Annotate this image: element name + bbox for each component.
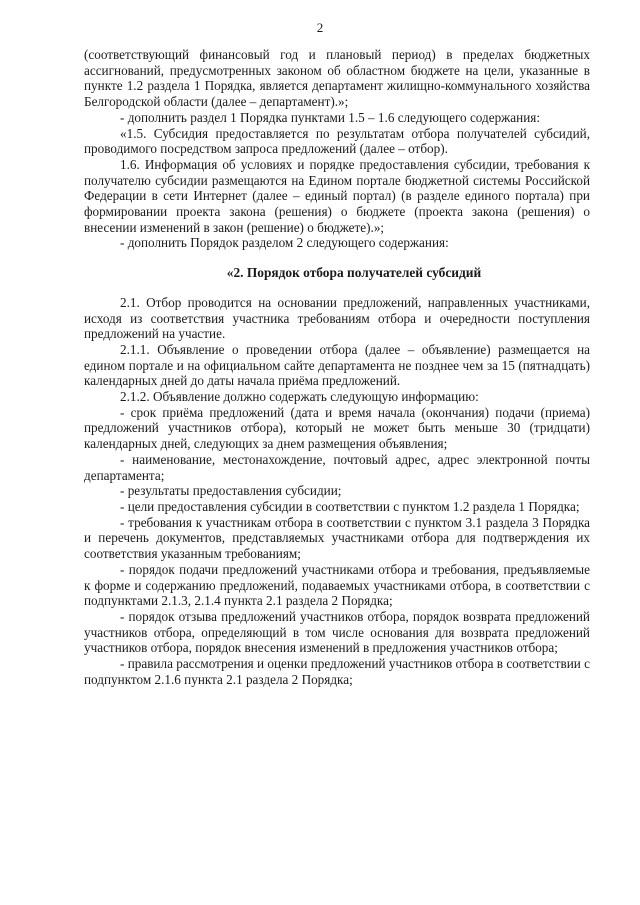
list-item-subsidy-goals: - цели предоставления субсидии в соответствии с пунктом 1.2 раздела 1 Порядка; <box>120 498 580 514</box>
paragraph-item-2-1-1: 2.1.1. Объявление о проведении отбора (далее – объявление) размещается на едином портале и на официальном сайте департамента не позднее чем за 15 (пятнадцать) календарных дней до даты начала приёма предложений. <box>84 341 590 389</box>
list-item-subsidy-results: - результаты предоставления субсидии; <box>120 483 342 499</box>
paragraph-add-section-2: - дополнить Порядок разделом 2 следующего содержания: <box>120 235 449 251</box>
paragraph-amend-section-1: - дополнить раздел 1 Порядка пунктами 1.5 – 1.6 следующего содержания: <box>120 109 540 125</box>
paragraph-item-2-1-2: 2.1.2. Объявление должно содержать следующую информацию: <box>120 389 479 405</box>
section-2-heading: «2. Порядок отбора получателей субсидий <box>226 265 482 281</box>
spacer <box>84 251 590 265</box>
paragraph-item-1-5: «1.5. Субсидия предоставляется по результатам отбора получателей субсидий, проводимого посредством запроса предложений (далее – отбор). <box>84 125 590 157</box>
list-item-submission-period: - срок приёма предложений (дата и время начала (окончания) подачи (приема) предложений участников отбора), который не может быть меньше 30 (тридцати) календарных дней, следующих за днем размещения объявления; <box>84 404 590 452</box>
list-item-participant-requirements: - требования к участникам отбора в соответствии с пунктом 3.1 раздела 3 Порядка и перечень документов, представляемых участниками отбора для подтверждения их соответствия указанным требованиям; <box>84 514 590 562</box>
list-item-department-contacts: - наименование, местонахождение, почтовый адрес, адрес электронной почты департамента; <box>84 451 590 483</box>
document-body <box>84 47 590 687</box>
list-item-submission-procedure: - порядок подачи предложений участниками отбора и требования, предъявляемые к форме и содержанию предложений, подаваемых участниками отбора, в соответствии с подпунктами 2.1.3, 2.1.4 пункта 2.1 раздела 2 Порядка; <box>84 561 590 609</box>
page-number: 2 <box>316 20 324 35</box>
list-item-evaluation-rules: - правила рассмотрения и оценки предложений участников отбора в соответствии с подпунктом 2.1.6 пункта 2.1 раздела 2 Порядка; <box>84 656 590 687</box>
spacer <box>84 281 590 295</box>
paragraph-item-2-1: 2.1. Отбор проводится на основании предложений, направленных участниками, исходя из соответствия участника требованиям отбора и очередности поступления предложений на участие. <box>84 294 590 342</box>
list-item-withdrawal-procedure: - порядок отзыва предложений участников отбора, порядок возврата предложений участников отбора, определяющий в том числе основания для возврата предложений участников отбора, порядок внесения изменений в предложения участников отбора; <box>84 608 590 656</box>
paragraph-item-1-6: 1.6. Информация об условиях и порядке предоставления субсидии, требования к получателю субсидии размещаются на Едином портале бюджетной системы Российской Федерации в сети Интернет (далее – единый портал) (в разделе единого портала) при формировании проекта закона (решения) о бюджете (проекта закона (решения) о внесении изменений в закон (решение) о бюджете).»; <box>84 156 590 235</box>
paragraph-budget-allocations: (соответствующий финансовый год и плановый период) в пределах бюджетных ассигнований, предусмотренных законом об областном бюджете на цели, указанные в пункте 1.2 раздела 1 Порядка, является департамент жилищно-коммунального хозяйства Белгородской области (далее – департамент).»; <box>84 47 590 110</box>
